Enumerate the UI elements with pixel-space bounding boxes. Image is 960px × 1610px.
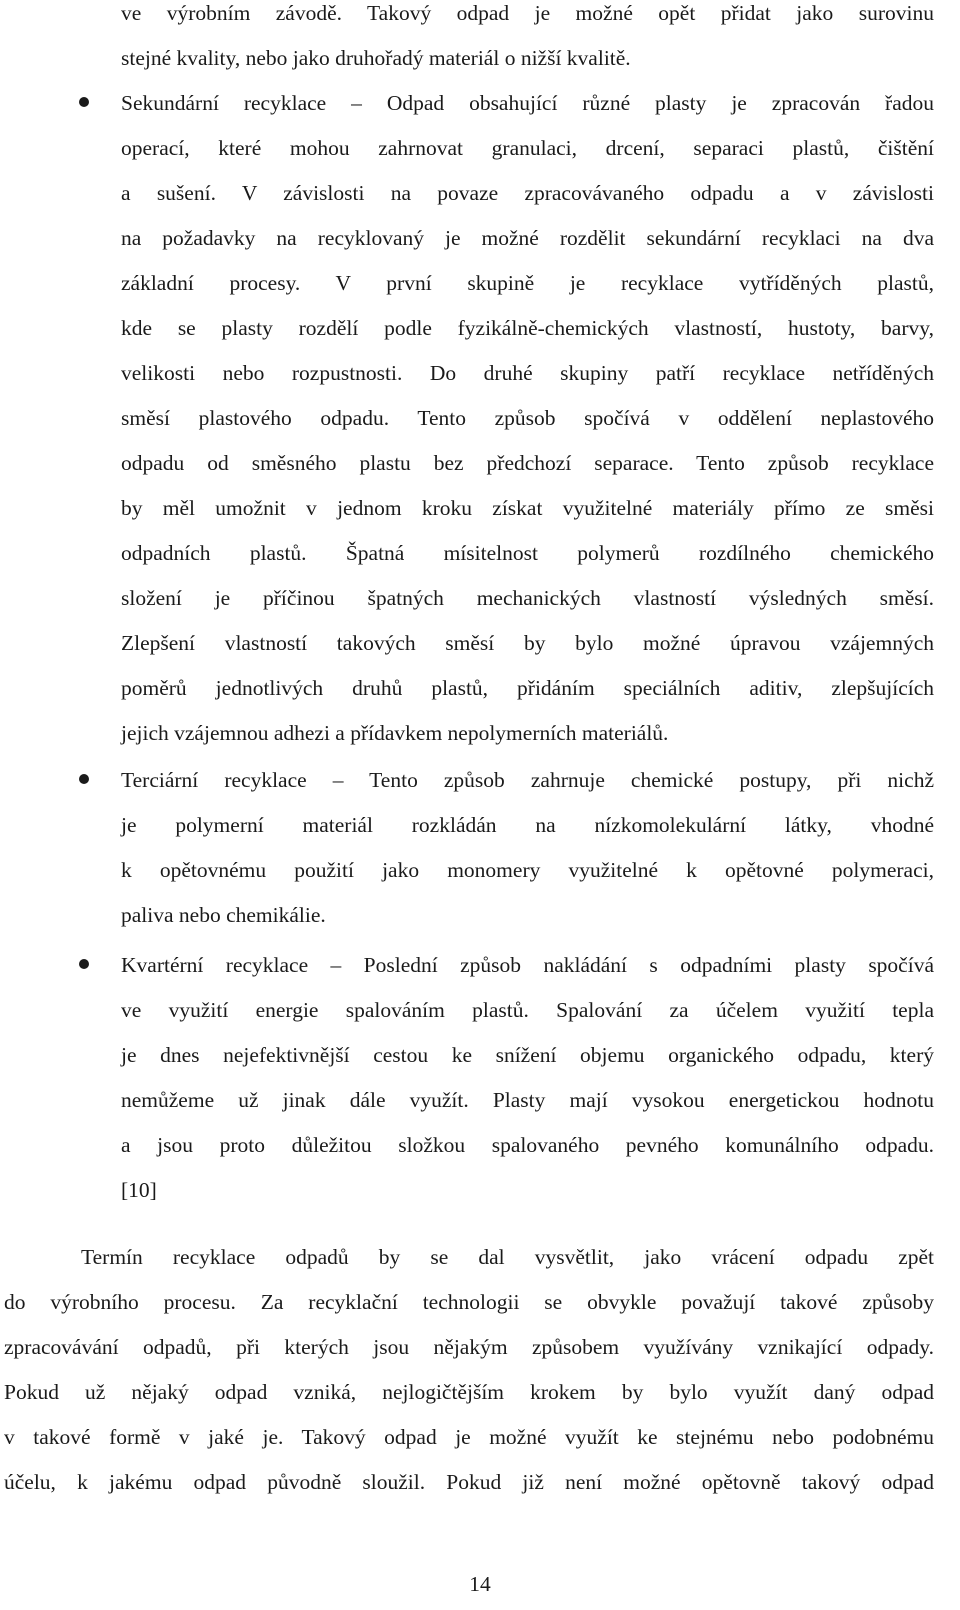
bullet-line: kde se plasty rozdělí podle fyzikálně-chemických vlastností, hustoty, barvy, [121, 316, 934, 340]
paragraph-line: do výrobního procesu. Za recyklační technologii se obvykle považují takové způsoby [4, 1290, 934, 1314]
bullet-line: poměrů jednotlivých druhů plastů, přidáním speciálních aditiv, zlepšujících [121, 676, 934, 700]
bullet-line: Sekundární recyklace – Odpad obsahující různé plasty je zpracován řadou [121, 91, 934, 115]
bullet-line: je dnes nejefektivnější cestou ke snížení objemu organického odpadu, který [121, 1043, 934, 1067]
continuation-line: stejné kvality, nebo jako druhořadý materiál o nižší kvalitě. [121, 46, 631, 70]
bullet-line: jejich vzájemnou adhezi a přídavkem nepolymerních materiálů. [121, 721, 669, 745]
bullet-line: na požadavky na recyklovaný je možné rozdělit sekundární recyklaci na dva [121, 226, 934, 250]
bullet-line: ve využití energie spalováním plastů. Spalování za účelem využití tepla [121, 998, 934, 1022]
bullet-line: odpadu od směsného plastu bez předchozí separace. Tento způsob recyklace [121, 451, 934, 475]
bullet-line: operací, které mohou zahrnovat granulaci, drcení, separaci plastů, čištění [121, 136, 934, 160]
paragraph-line: v takové formě v jaké je. Takový odpad je možné využít ke stejnému nebo podobnému [4, 1425, 934, 1449]
bullet-line: je polymerní materiál rozkládán na nízkomolekulární látky, vhodné [121, 813, 934, 837]
paragraph-line: zpracovávání odpadů, při kterých jsou nějakým způsobem využívány vznikající odpady. [4, 1335, 934, 1359]
bullet-icon [79, 97, 89, 107]
bullet-line: Terciární recyklace – Tento způsob zahrnuje chemické postupy, při nichž [121, 768, 934, 792]
bullet-icon [79, 959, 89, 969]
bullet-line: [10] [121, 1178, 157, 1202]
bullet-line: a sušení. V závislosti na povaze zpracovávaného odpadu a v závislosti [121, 181, 934, 205]
paragraph-line: Pokud už nějaký odpad vzniká, nejlogičtějším krokem by bylo využít daný odpad [4, 1380, 934, 1404]
bullet-line: odpadních plastů. Špatná mísitelnost polymerů rozdílného chemického [121, 541, 934, 565]
bullet-line: základní procesy. V první skupině je recyklace vytříděných plastů, [121, 271, 934, 295]
bullet-line: Zlepšení vlastností takových směsí by bylo možné úpravou vzájemných [121, 631, 934, 655]
bullet-line: směsí plastového odpadu. Tento způsob spočívá v oddělení neplastového [121, 406, 934, 430]
bullet-line: velikosti nebo rozpustnosti. Do druhé skupiny patří recyklace netříděných [121, 361, 934, 385]
bullet-line: nemůžeme už jinak dále využít. Plasty mají vysokou energetickou hodnotu [121, 1088, 934, 1112]
bullet-line: k opětovnému použití jako monomery využitelné k opětovné polymeraci, [121, 858, 934, 882]
bullet-line: by měl umožnit v jednom kroku získat využitelné materiály přímo ze směsi [121, 496, 934, 520]
paragraph-line: Termín recyklace odpadů by se dal vysvětlit, jako vrácení odpadu zpět [81, 1245, 934, 1269]
bullet-line: složení je příčinou špatných mechanických vlastností výsledných směsí. [121, 586, 934, 610]
bullet-icon [79, 774, 89, 784]
bullet-line: Kvartérní recyklace – Poslední způsob nakládání s odpadními plasty spočívá [121, 953, 934, 977]
paragraph-line: účelu, k jakému odpad původně sloužil. Pokud již není možné opětovně takový odpad [4, 1470, 934, 1494]
bullet-line: a jsou proto důležitou složkou spalovaného pevného komunálního odpadu. [121, 1133, 934, 1157]
bullet-line: paliva nebo chemikálie. [121, 903, 326, 927]
continuation-line: ve výrobním závodě. Takový odpad je možné opět přidat jako surovinu [121, 1, 934, 25]
page-number: 14 [469, 1572, 491, 1596]
